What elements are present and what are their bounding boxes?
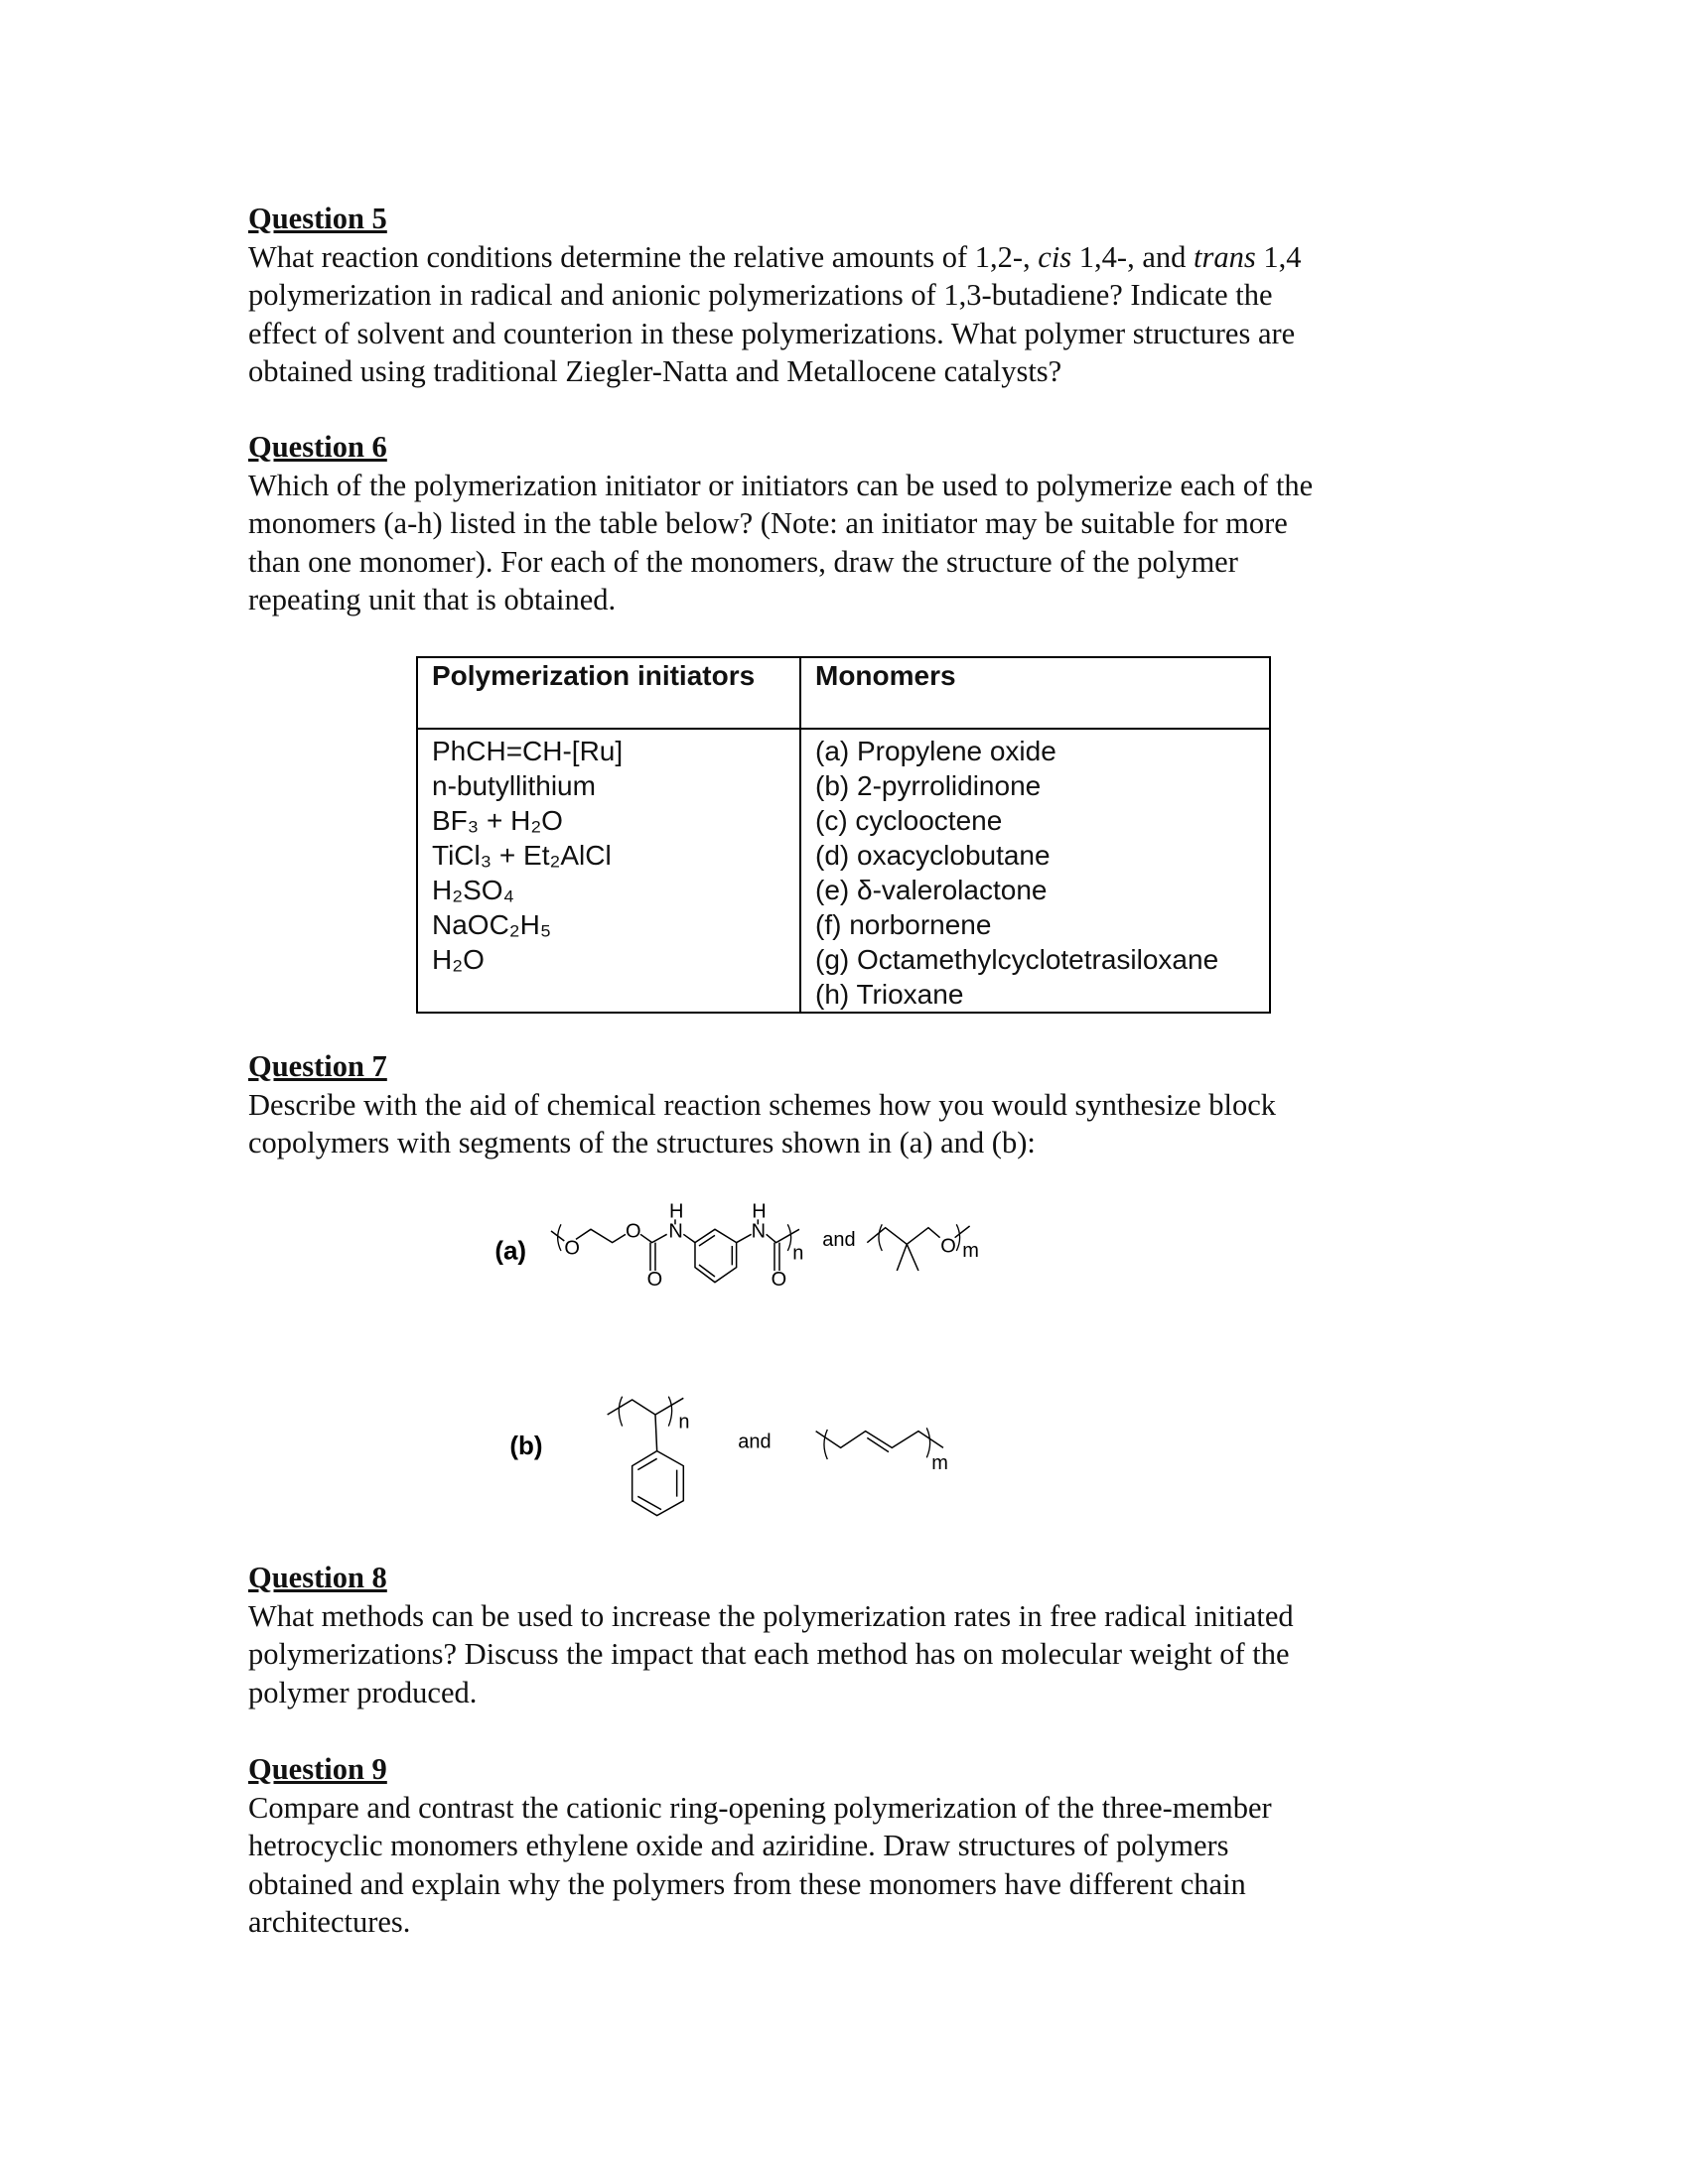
question-5-line: effect of solvent and counterion in these polymerizations. What polymer structures are <box>248 316 1296 350</box>
label-a: (a) <box>494 1235 527 1266</box>
italic-trans: trans <box>1194 239 1256 274</box>
question-6-line: repeating unit that is obtained. <box>248 583 617 617</box>
polybutadiene-segment <box>816 1428 948 1474</box>
monomer-item: (g) Octamethylcyclotetrasiloxane <box>815 944 1219 975</box>
atom-o: O <box>771 1268 787 1291</box>
monomer-item: (d) oxacyclobutane <box>815 840 1051 871</box>
atom-o: O <box>940 1235 956 1258</box>
atom-o: O <box>646 1268 663 1291</box>
question-6-line: monomers (a-h) listed in the table below? (Note: an initiator may be suitable for more <box>248 506 1288 541</box>
and-text: and <box>738 1431 772 1453</box>
question-6-line: Which of the polymerization initiator or initiators can be used to polymerize each of the <box>248 468 1314 502</box>
atom-n: N <box>668 1220 683 1243</box>
subscript-m: m <box>931 1451 948 1474</box>
atom-o: O <box>625 1220 641 1243</box>
header-monomers: Monomers <box>800 657 1270 729</box>
polystyrene-segment <box>608 1397 690 1516</box>
text: 1,4-, and <box>1071 239 1194 274</box>
text: 1,4 <box>1255 239 1302 274</box>
question-8-line: polymer produced. <box>248 1675 478 1709</box>
atom-h: H <box>668 1200 684 1223</box>
question-7-line: Describe with the aid of chemical reaction schemes how you would synthesize block <box>248 1087 1276 1122</box>
question-7-heading: Question 7 <box>248 1049 387 1083</box>
initiator-item: n-butyllithium <box>432 770 596 801</box>
initiator-item: H₂SO₄ <box>432 875 514 905</box>
question-8-line: What methods can be used to increase the polymerization rates in free radical initiated <box>248 1598 1294 1633</box>
subscript-n: n <box>792 1242 804 1265</box>
question-9-line: obtained and explain why the polymers from these monomers have different chain <box>248 1866 1246 1901</box>
initiator-item: TiCl₃ + Et₂AlCl <box>432 840 612 871</box>
atom-n: N <box>751 1220 767 1243</box>
subscript-m: m <box>962 1239 979 1262</box>
text: What reaction conditions determine the relative amounts of 1,2-, <box>248 239 1039 274</box>
initiator-item: PhCH=CH-[Ru] <box>432 736 624 766</box>
and-text: and <box>822 1228 856 1251</box>
polyurethane-segment <box>551 1201 856 1291</box>
question-8-line: polymerizations? Discuss the impact that each method has on molecular weight of the <box>248 1637 1290 1672</box>
structure-a <box>494 1201 979 1291</box>
initiator-item: H₂O <box>432 944 485 975</box>
monomer-item: (f) norbornene <box>815 909 992 940</box>
atom-h: H <box>752 1200 767 1223</box>
monomer-item: (h) Trioxane <box>815 979 964 1010</box>
question-5-line: polymerization in radical and anionic polymerizations of 1,3-butadiene? Indicate the <box>248 278 1273 313</box>
subscript-n: n <box>678 1411 690 1433</box>
label-b: (b) <box>509 1430 543 1460</box>
monomer-item: (b) 2-pyrrolidinone <box>815 770 1042 801</box>
question-9 <box>248 1750 1440 1942</box>
question-9-line: Compare and contrast the cationic ring-opening polymerization of the three-member <box>248 1790 1272 1825</box>
question-5-heading: Question 5 <box>248 202 387 235</box>
initiator-item: BF₃ + H₂O <box>432 805 563 836</box>
question-8-heading: Question 8 <box>248 1561 387 1594</box>
initiator-item: NaOC₂H₅ <box>432 909 552 940</box>
question-5-line: obtained using traditional Ziegler-Natta and Metallocene catalysts? <box>248 354 1062 389</box>
atom-o: O <box>564 1237 580 1260</box>
monomer-item: (a) Propylene oxide <box>815 736 1056 766</box>
question-9-heading: Question 9 <box>248 1752 387 1786</box>
question-6-heading: Question 6 <box>248 430 387 464</box>
italic-cis: cis <box>1038 239 1072 274</box>
question-6-line: than one monomer). For each of the monomers, draw the structure of the polymer <box>248 544 1238 579</box>
question-7-line: copolymers with segments of the structures shown in (a) and (b): <box>248 1126 1036 1160</box>
monomer-item: (e) δ-valerolactone <box>815 875 1048 905</box>
monomer-item: (c) cyclooctene <box>815 805 1003 836</box>
structure-b <box>509 1397 948 1516</box>
header-initiators: Polymerization initiators <box>417 657 800 729</box>
question-8 <box>248 1559 1440 1711</box>
polyether-segment <box>867 1224 979 1271</box>
question-9-line: architectures. <box>248 1905 411 1940</box>
question-9-line: hetrocyclic monomers ethylene oxide and aziridine. Draw structures of polymers <box>248 1829 1229 1863</box>
